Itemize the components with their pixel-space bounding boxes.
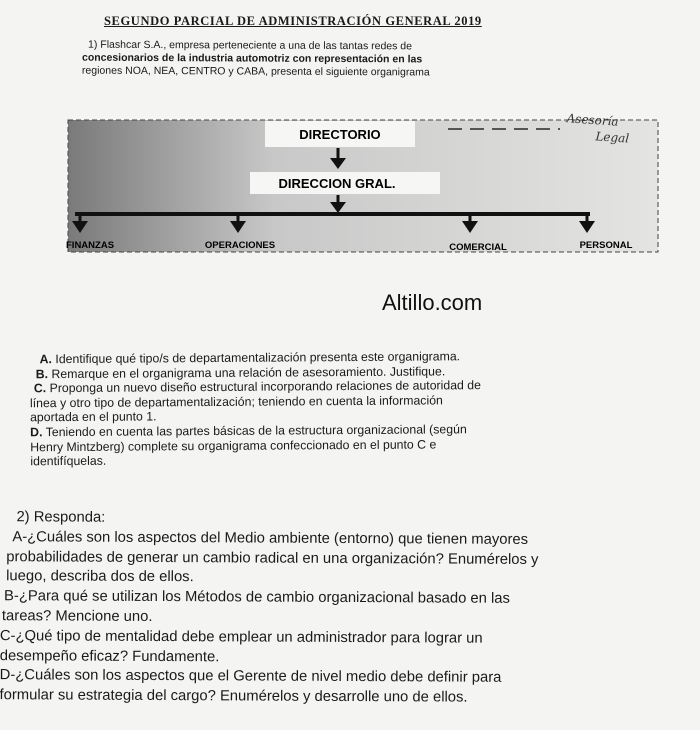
item-text: Teniendo en cuenta las partes básicas de la estructura organizacional (según	[45, 422, 467, 440]
intro-paragraph	[82, 39, 602, 81]
dept-finanzas: FINANZAS	[66, 240, 115, 251]
item-letter: B.	[35, 366, 49, 381]
dept-personal: PERSONAL	[579, 240, 633, 251]
section-1-questions	[30, 348, 681, 469]
watermark: Altillo.com	[382, 290, 483, 315]
dept-comercial: COMERCIAL	[449, 242, 507, 253]
section-2-heading: 2) Responda:	[16, 509, 106, 526]
question-line: A-¿Cuáles son los aspectos del Medio ambiente (entorno) que tienen mayores	[12, 529, 529, 548]
item-text: línea y otro tipo de departamentalización; teniendo en cuenta la información	[29, 393, 443, 411]
exam-title: SEGUNDO PARCIAL DE ADMINISTRACIÓN GENERAL 2019	[104, 14, 482, 28]
item-text: Proponga un nuevo diseño estructural incorporando relaciones de autoridad de	[49, 378, 482, 396]
question-line: probabilidades de generar un cambio radical en una organización? Enumérelos y	[6, 548, 539, 568]
question-line: desempeño eficaz? Fundamente.	[0, 647, 220, 665]
section-2-questions	[0, 508, 700, 710]
question-line: formular su estrategia del cargo? Enumérelos y desarrolle uno de ellos.	[0, 687, 468, 706]
item-text: aportada en el punto 1.	[30, 409, 157, 425]
dept-operaciones: OPERACIONES	[204, 240, 276, 251]
intro-line: regiones NOA, NEA, CENTRO y CABA, presenta el siguiente organigrama	[81, 64, 430, 79]
item-text: identifíquelas.	[30, 453, 107, 469]
intro-line: 1) Flashcar S.A., empresa perteneciente a una de las tantas redes de	[88, 38, 413, 53]
handnote-line: Legal	[595, 129, 630, 146]
item-text: Henry Mintzberg) complete su organigrama confeccionado en el punto C e	[30, 436, 437, 454]
question-item	[30, 421, 680, 469]
item-letter: A.	[39, 352, 53, 367]
question-line: D-¿Cuáles son los aspectos que el Gerente de nivel medio debe definir para	[0, 667, 502, 687]
item-text: Remarque en el organigrama una relación de asesoramiento. Justifique.	[51, 363, 446, 381]
node-direccion-gral: DIRECCION GRAL.	[278, 176, 396, 191]
question-item	[30, 377, 680, 425]
question-line: B-¿Para qué se utilizan los Métodos de cambio organizacional basado en las	[4, 588, 510, 608]
item-letter: D.	[30, 425, 43, 440]
item-letter: C.	[33, 381, 47, 396]
question-line: tareas? Mencione uno.	[1, 608, 153, 625]
question-line: C-¿Qué tipo de mentalidad debe emplear un administrador para lograr un	[0, 627, 483, 647]
handnote-line: Asesoría	[566, 111, 620, 129]
intro-line: concesionarios de la industria automotriz con representación en las	[81, 51, 423, 66]
question-line: luego, describa dos de ellos.	[6, 568, 194, 586]
item-text: Identifique qué tipo/s de departamentalización presenta este organigrama.	[55, 349, 461, 367]
node-directorio: DIRECTORIO	[299, 127, 381, 142]
